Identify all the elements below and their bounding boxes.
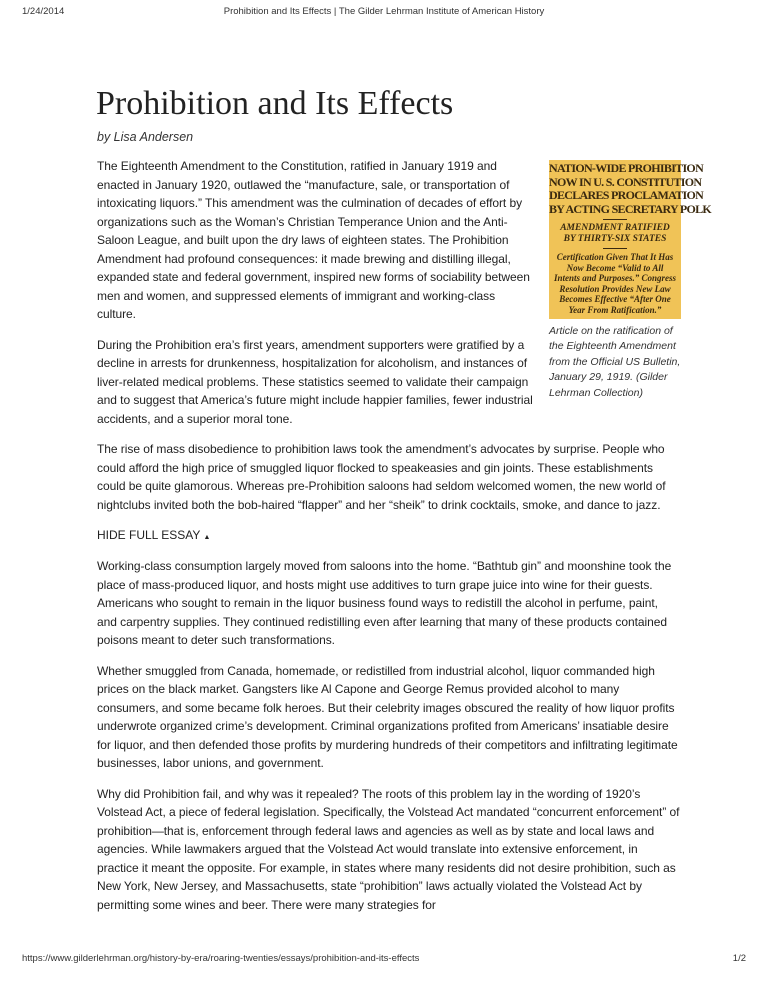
clipping-headline xyxy=(549,161,712,216)
clipping-body: Certification Given That It Has Now Become “Valid to All Intents and Purposes.” Congress Resolution Provides New Law Becomes Effective “After One Year From Ratification.” xyxy=(553,252,677,315)
clipping-line: BY THIRTY-SIX STATES xyxy=(563,234,667,244)
byline: by Lisa Andersen xyxy=(97,130,194,144)
paragraph: Working-class consumption largely moved from saloons into the home. “Bathtub gin” and moonshine took the place of mass-produced liquor, and hosts might use additives to turn grape juice into wine for their guests. Americans who sought to remain in the liquor business found ways to redistill the alcohol in perfume, paint, and carpentry supplies. They continued redistilling even after learning that many of these products contained poisons meant to deter such transformations. xyxy=(97,559,672,647)
paragraph: The Eighteenth Amendment to the Constitution, ratified in January 1919 and enacted in January 1920, outlawed the “manufacture, sale, or transportation of intoxicating liquors.” This amendment was the culmination of decades of effort by organizations such as the Woman’s Christian Temperance Union and the Anti-Saloon League, and built upon the dry laws of eighteen states. The Prohibition Amendment had profound consequences: it made brewing and distilling illegal, expanded state and federal government, inspired new forms of sociability between men and women, and suppressed elements of immigrant and working-class culture. xyxy=(97,159,530,321)
article-figure xyxy=(549,160,712,401)
paragraph: Why did Prohibition fail, and why was it repealed? The roots of this problem lay in the wording of 1920’s Volstead Act, a piece of federal legislation. Specifically, the Volstead Act mandated “concurrent enforcement” of prohibition—that is, enforcement through federal laws and agencies as well as by state and local laws and agencies. While lawmakers argued that the Volstead Act would translate into extensive enforcement, in practice it meant the opposite. For example, in states where many residents did not desire prohibition, such as New York, New Jersey, and Massachusetts, state “prohibition” laws actually violated the Volstead Act by permitting some wines and beer. There were many strategies for xyxy=(97,786,680,912)
hide-full-essay-button[interactable] xyxy=(97,526,681,547)
print-title: Prohibition and Its Effects | The Gilder Lehrman Institute of American History xyxy=(223,6,545,17)
clipping-line: AMENDMENT RATIFIED xyxy=(560,223,670,233)
paragraph: Whether smuggled from Canada, homemade, or redistilled from industrial alcohol, liquor commanded high prices on the black market. Gangsters like Al Capone and George Remus provided alcohol to many consumers, and some became folk heroes. But their celebrity images obscured the reality of how liquor profits underwrote organized crime’s development. Criminal organizations profited from Americans’ insatiable desire for liquor, and then defended those profits by murdering hundreds of their competitors and infiltrating legitimate businesses, labor unions, and government. xyxy=(97,663,678,770)
image-caption: Article on the ratification of the Eighteenth Amendment from the Official US Bulletin, January 29, 1919. (Gilder Lehrman Collection) xyxy=(549,325,681,399)
clipping-line: NOW IN U. S. CONSTITUTION xyxy=(549,174,702,189)
clipping-line: DECLARES PROCLAMATION xyxy=(549,188,704,202)
paragraph: During the Prohibition era’s first years, amendment supporters were gratified by a decline in arrests for drunkenness, hospitalization for alcoholism, and instances of liver-related medical problems. These statistics seemed to validate their campaign and to suggest that America’s future might include happier families, fewer industrial accidents, and a superior moral tone. xyxy=(97,337,533,426)
article-body xyxy=(97,157,712,926)
divider xyxy=(603,248,627,249)
print-url: https://www.gilderlehrman.org/history-by-era/roaring-twenties/essays/prohibition-and-its-effects xyxy=(22,953,420,964)
paragraph: The rise of mass disobedience to prohibition laws took the amendment’s advocates by surprise. People who could afford the high price of smuggled liquor flocked to speakeasies and gin joints. These establishments could be quite glamorous. Whereas pre-Prohibition saloons had seldom welcomed women, the new world of nightclubs invited both the bob-haired “flapper” and her “sheik” to drink cocktails, smoke, and dance to jazz. xyxy=(97,442,666,512)
clipping-line: NATION-WIDE PROHIBITION xyxy=(549,161,704,175)
article-title: Prohibition and Its Effects xyxy=(96,85,454,122)
newspaper-clipping-image xyxy=(549,160,712,319)
clipping-line: BY ACTING SECRETARY POLK xyxy=(549,201,712,216)
print-date: 1/24/2014 xyxy=(22,6,65,17)
toggle-label: HIDE FULL ESSAY xyxy=(97,528,201,542)
page-number: 1/2 xyxy=(732,953,746,964)
divider xyxy=(603,219,627,220)
clipping-subhead xyxy=(549,223,681,245)
triangle-up-icon: ▲ xyxy=(203,534,211,541)
